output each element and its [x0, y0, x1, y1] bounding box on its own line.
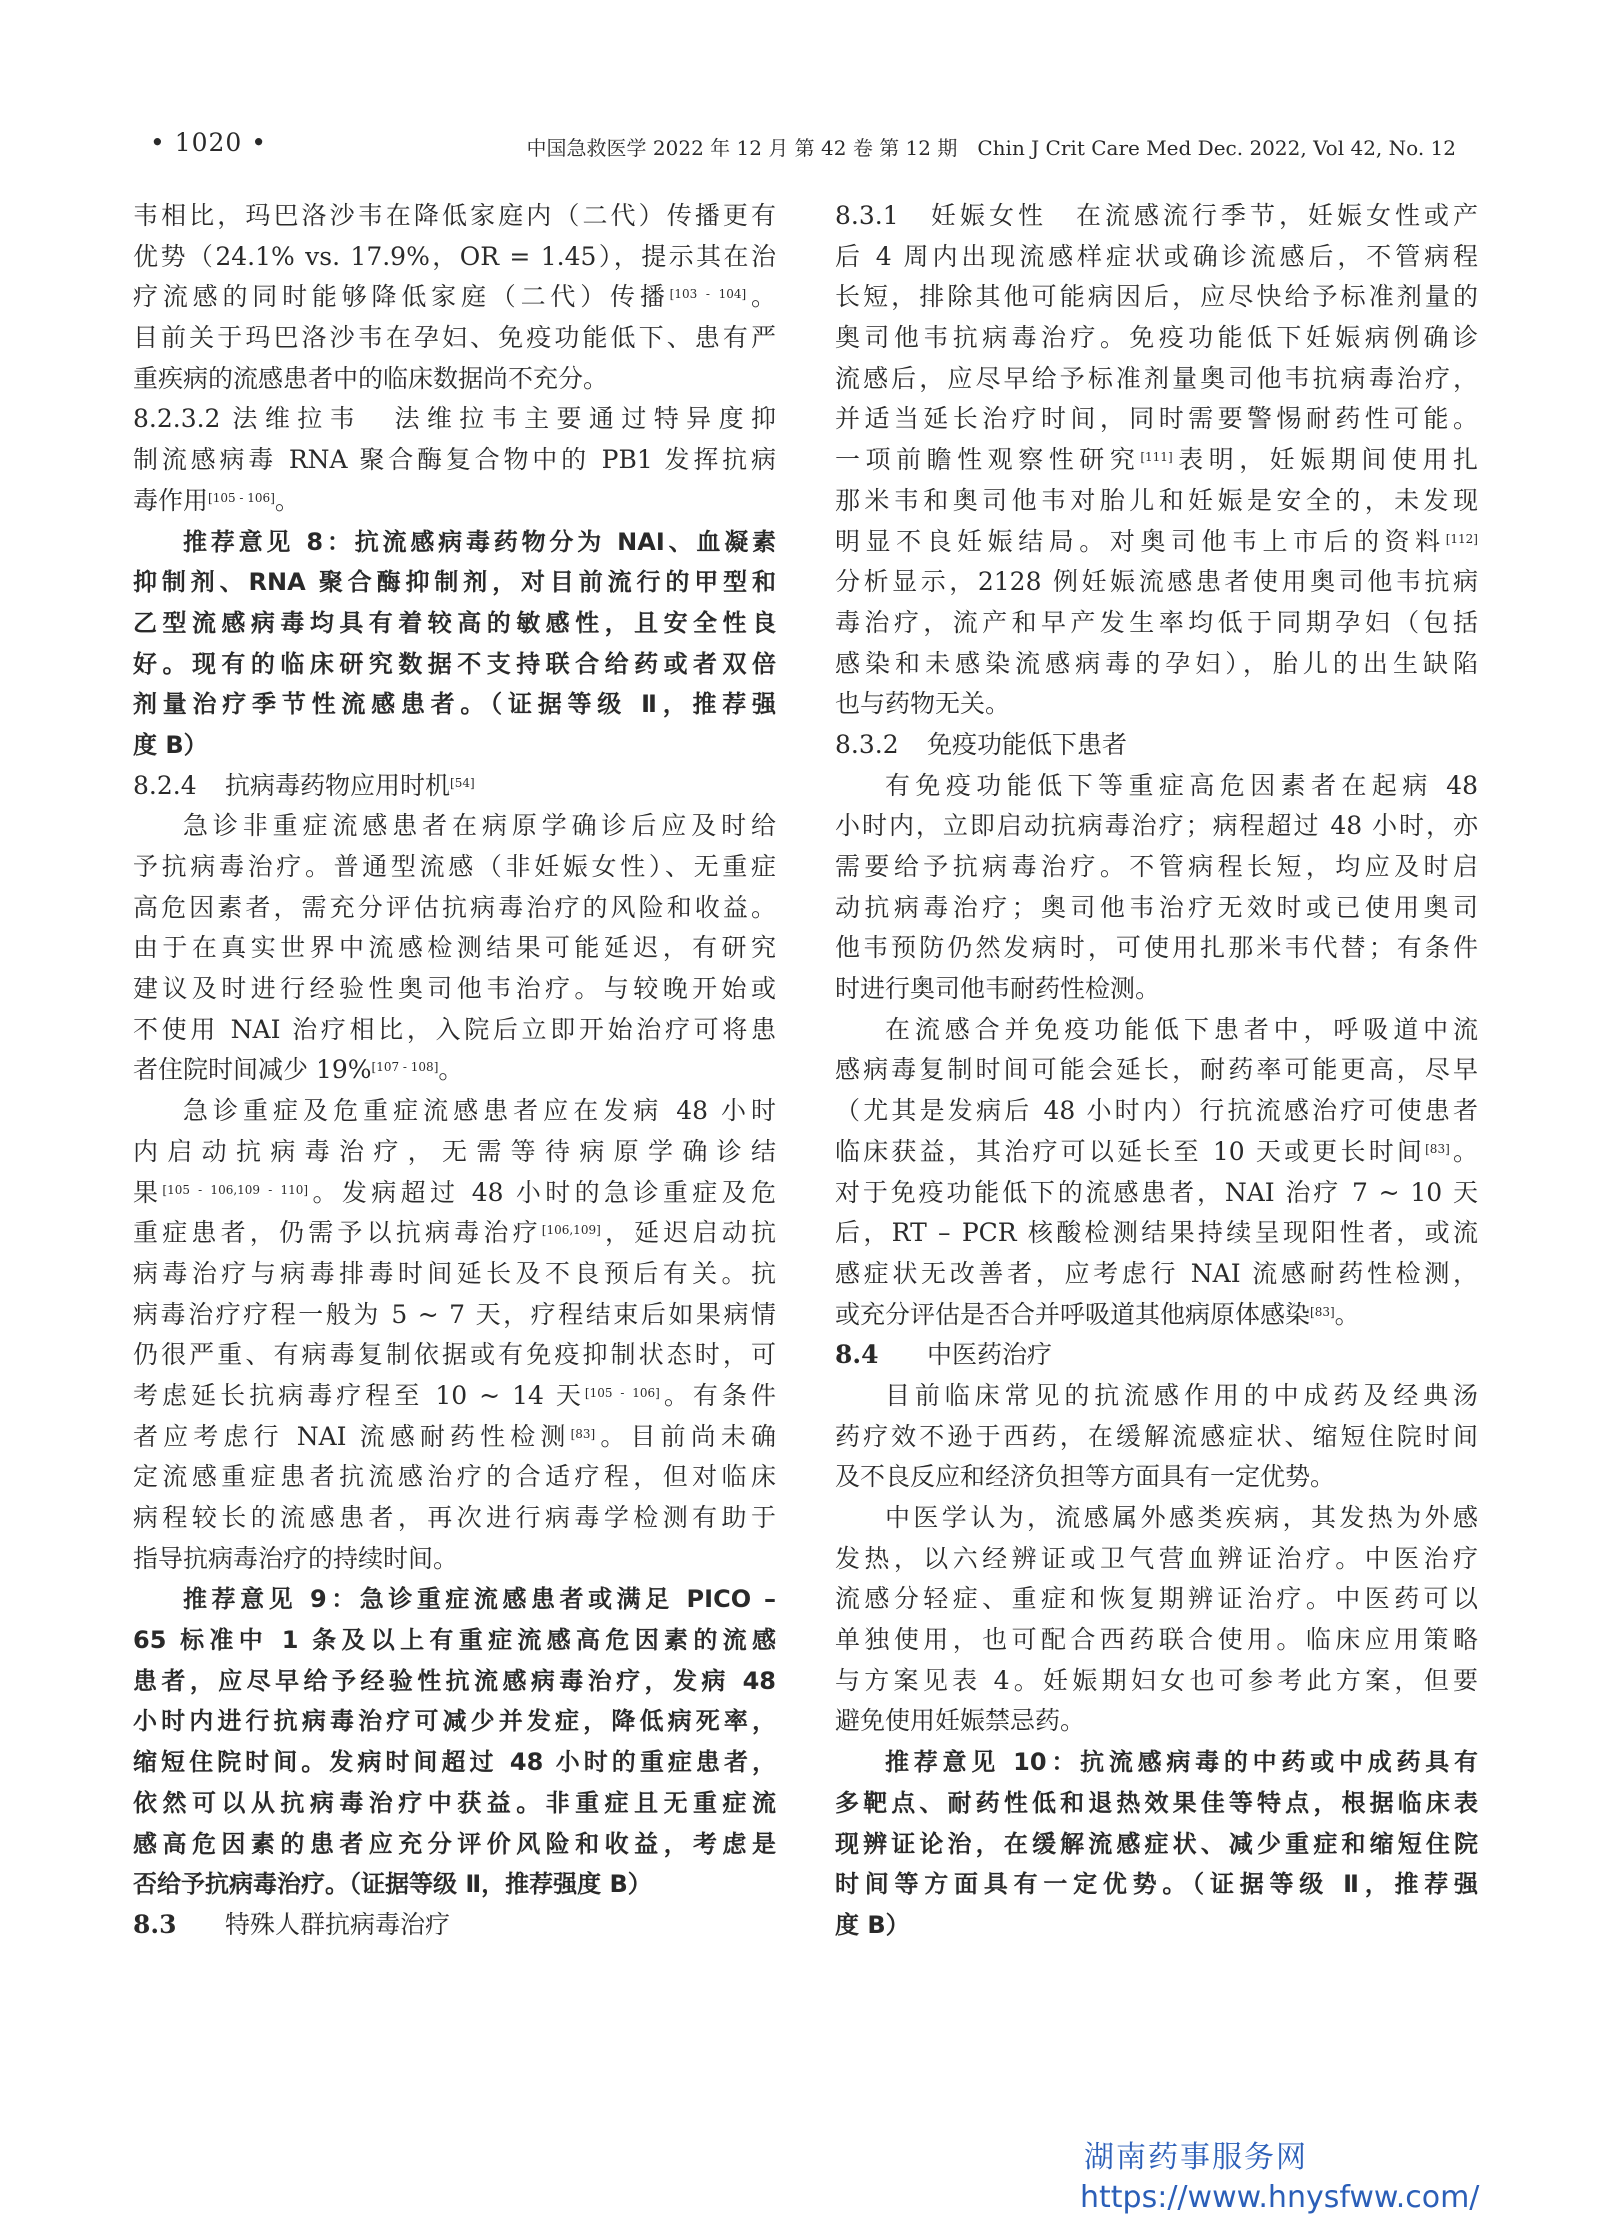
text-line — [133, 1539, 776, 1580]
line-text: 病毒治疗疗程一般为 5 ~ 7 天，疗程结束后如果病情 — [133, 1299, 776, 1329]
line-text: 时进行奥司他韦耐药性检测。 — [835, 974, 1161, 1004]
text-line — [133, 888, 776, 929]
line-text: 单独使用，也可配合西药联合使用。临床应用策略 — [835, 1625, 1478, 1655]
line-text: 疗流感的同时能够降低家庭（二代）传播 — [133, 282, 670, 312]
line-text: 时间等方面具有一定优势。（证据等级 Ⅱ，推荐强 — [835, 1870, 1478, 1899]
line-text: 药疗效不逊于西药，在缓解流感症状、缩短住院时间 — [835, 1421, 1478, 1451]
line-text: （尤其是发病后 48 小时内）行抗流感治疗可使患者 — [835, 1096, 1478, 1126]
line-text: 缩短住院时间。发病时间超过 48 小时的重症患者， — [133, 1748, 776, 1777]
line-text: 目前关于玛巴洛沙韦在孕妇、免疫功能低下、患有严 — [133, 323, 776, 353]
text-line — [835, 1173, 1478, 1214]
text-line — [835, 766, 1478, 807]
line-text: 患者，应尽早给予经验性抗流感病毒治疗，发病 48 — [133, 1666, 776, 1695]
line-text: 感高危因素的患者应充分评价风险和收益，考虑是 — [133, 1829, 776, 1858]
text-line — [133, 684, 776, 725]
line-text: 高危因素者，需充分评估抗病毒治疗的风险和收益。 — [133, 892, 776, 922]
text-line — [835, 1824, 1478, 1865]
text-line — [133, 1457, 776, 1498]
text-line — [835, 1701, 1478, 1742]
line-text: 重症患者，仍需予以抗病毒治疗 — [133, 1218, 542, 1248]
text-line — [835, 237, 1478, 278]
line-text-continued: ，延迟启动抗 — [600, 1218, 776, 1248]
line-text: 感症状无改善者，应考虑行 NAI 流感耐药性检测， — [835, 1258, 1478, 1288]
line-text: 并适当延长治疗时间，同时需要警惕耐药性可能。 — [835, 404, 1478, 434]
line-text: 避免使用妊娠禁忌药。 — [835, 1706, 1086, 1736]
text-line — [133, 1050, 776, 1091]
citation-superscript: [107 - 108] — [371, 1060, 439, 1075]
text-line — [133, 1091, 776, 1132]
text-line — [133, 1295, 776, 1336]
section-number: 8.2.3.2 — [133, 404, 221, 434]
line-text: 重疾病的流感患者中的临床数据尚不充分。 — [133, 363, 609, 393]
citation-superscript: [105 - 106] — [208, 490, 275, 505]
text-line — [835, 1620, 1478, 1661]
text-line — [835, 318, 1478, 359]
line-text: 考虑延长抗病毒疗程至 10 ~ 14 天 — [133, 1380, 585, 1410]
text-line — [835, 1376, 1478, 1417]
citation-superscript: [112] — [1445, 531, 1478, 546]
line-text: 目前临床常见的抗流感作用的中成药及经典汤 — [885, 1380, 1478, 1410]
section-number: 8.3 — [133, 1909, 177, 1939]
line-text: 推荐意见 10：抗流感病毒的中药或中成药具有 — [885, 1748, 1478, 1777]
text-line — [133, 1132, 776, 1173]
text-line — [835, 806, 1478, 847]
citation-superscript: [103 - 104] — [669, 287, 747, 302]
text-line — [133, 1701, 776, 1742]
line-text: 好。现有的临床研究数据不支持联合给药或者双倍 — [133, 649, 776, 678]
text-line — [133, 440, 776, 481]
citation-superscript: [105 - 106,109 - 110] — [162, 1182, 309, 1197]
line-text: 临床获益，其治疗可以延长至 10 天或更长时间 — [835, 1136, 1426, 1166]
text-line — [133, 928, 776, 969]
text-line — [133, 1335, 776, 1376]
section-heading — [133, 399, 776, 440]
text-line — [133, 1824, 776, 1865]
text-line — [133, 1254, 776, 1295]
line-text: 长短，排除其他可能病因后，应尽快给予标准剂量的 — [835, 282, 1478, 312]
section-heading — [835, 196, 1478, 237]
running-head: 中国急救医学 2022 年 12 月 第 42 卷 第 12 期 Chin J Crit Care Med Dec. 2022, Vol 42, No. 12 — [526, 136, 1456, 160]
line-text: 或充分评估是否合并呼吸道其他病原体感染 — [835, 1299, 1311, 1329]
line-text-continued: 。 — [1334, 1299, 1360, 1329]
citation-superscript: [83] — [1425, 1141, 1450, 1156]
text-line — [133, 277, 776, 318]
text-line — [835, 847, 1478, 888]
text-line — [133, 522, 776, 563]
line-text-continued: 。目前尚未确 — [595, 1421, 776, 1451]
text-line — [835, 888, 1478, 929]
text-line — [133, 1417, 776, 1458]
line-text-continued: 。发病超过 48 小时的急诊重症及危 — [308, 1177, 776, 1207]
text-line — [835, 969, 1478, 1010]
line-text: 指导抗病毒治疗的持续时间。 — [133, 1543, 459, 1573]
line-text: 内启动抗病毒治疗，无需等待病原学确诊结 — [133, 1136, 776, 1166]
text-line — [133, 644, 776, 685]
line-text: 制流感病毒 RNA 聚合酶复合物中的 PB1 发挥抗病 — [133, 445, 776, 475]
text-line — [835, 522, 1478, 563]
line-text: 在流感合并免疫功能低下患者中，呼吸道中流 — [885, 1014, 1478, 1044]
line-text-continued: 。 — [274, 485, 300, 515]
text-line — [133, 1620, 776, 1661]
text-line — [133, 1742, 776, 1783]
text-line — [835, 1010, 1478, 1051]
citation-superscript: [105 - 106] — [584, 1385, 660, 1400]
text-line — [835, 684, 1478, 725]
line-text: 推荐意见 8：抗流感病毒药物分为 NAI、血凝素 — [183, 527, 776, 556]
line-text: 需要给予抗病毒治疗。不管病程长短，均应及时启 — [835, 852, 1478, 881]
text-line — [133, 847, 776, 888]
line-text: 抑制剂、RNA 聚合酶抑制剂，对目前流行的甲型和 — [133, 568, 776, 597]
line-text: 果 — [133, 1177, 163, 1207]
line-text: 建议及时进行经验性奥司他韦治疗。与较晚开始或 — [133, 974, 776, 1004]
line-text: 中医学认为，流感属外感类疾病，其发热为外感 — [885, 1503, 1478, 1532]
line-text: 感病毒复制时间可能会延长，耐药率可能更高，尽早 — [835, 1055, 1478, 1085]
line-text: 依然可以从抗病毒治疗中获益。非重症且无重症流 — [133, 1788, 776, 1817]
text-line — [133, 237, 776, 278]
line-text-continued: 表明，妊娠期间使用扎 — [1172, 445, 1478, 475]
text-line — [835, 481, 1478, 522]
line-text: 小时内，立即启动抗病毒治疗；病程超过 48 小时，亦 — [835, 811, 1478, 841]
citation-superscript: [106,109] — [541, 1223, 601, 1238]
text-line — [835, 644, 1478, 685]
line-text: 后，RT – PCR 核酸检测结果持续呈现阳性者，或流 — [835, 1218, 1478, 1248]
section-number: 8.3.1 — [835, 201, 899, 230]
section-heading — [133, 1905, 776, 1946]
text-line — [133, 1783, 776, 1824]
line-text: 病毒治疗与病毒排毒时间延长及不良预后有关。抗 — [133, 1258, 776, 1288]
line-text: 急诊非重症流感患者在病原学确诊后应及时给 — [183, 811, 776, 841]
line-text: 奥司他韦抗病毒治疗。免疫功能低下妊娠病例确诊 — [835, 323, 1478, 353]
line-text: 度 B） — [133, 730, 208, 759]
text-line — [835, 1295, 1478, 1336]
text-line — [835, 1742, 1478, 1783]
text-line — [835, 1783, 1478, 1824]
line-text: 剂量治疗季节性流感患者。（证据等级 Ⅱ，推荐强 — [133, 690, 776, 719]
text-line — [835, 1417, 1478, 1458]
line-text: 者应考虑行 NAI 流感耐药性检测 — [133, 1421, 571, 1451]
line-text: 对于免疫功能低下的流感患者，NAI 治疗 7 ~ 10 天 — [835, 1177, 1478, 1207]
text-line — [835, 399, 1478, 440]
text-line — [133, 1498, 776, 1539]
line-text: 度 B） — [835, 1910, 910, 1939]
text-line — [133, 1579, 776, 1620]
text-line — [835, 1091, 1478, 1132]
page-header — [0, 128, 1606, 168]
line-text: 免疫功能低下患者 — [927, 729, 1128, 759]
text-line — [133, 969, 776, 1010]
line-text: 乙型流感病毒均具有着较高的敏感性，且安全性良 — [133, 608, 776, 637]
text-line — [835, 1905, 1478, 1946]
line-text: 感染和未感染流感病毒的孕妇），胎儿的出生缺陷 — [835, 648, 1478, 678]
text-line — [835, 562, 1478, 603]
text-line — [133, 359, 776, 400]
text-line — [133, 481, 776, 522]
line-text: 病程较长的流感患者，再次进行病毒学检测有助于 — [133, 1503, 776, 1532]
text-line — [133, 806, 776, 847]
line-text: 韦相比，玛巴洛沙韦在降低家庭内（二代）传播更有 — [133, 201, 776, 230]
line-text: 也与药物无关。 — [835, 689, 1011, 719]
line-text: 与方案见表 4。妊娠期妇女也可参考此方案，但要 — [835, 1665, 1478, 1695]
section-number: 8.2.4 — [133, 770, 197, 800]
text-line — [133, 196, 776, 237]
text-line — [133, 1213, 776, 1254]
line-text: 及不良反应和经济负担等方面具有一定优势。 — [835, 1462, 1336, 1492]
line-text: 动抗病毒治疗；奥司他韦治疗无效时或已使用奥司 — [835, 892, 1478, 922]
line-text: 有免疫功能低下等重症高危因素者在起病 48 — [885, 770, 1478, 800]
text-line — [835, 1864, 1478, 1905]
text-line — [133, 1661, 776, 1702]
text-line — [835, 1213, 1478, 1254]
text-line — [835, 359, 1478, 400]
citation-superscript: [83] — [570, 1426, 596, 1441]
line-text-continued: 。 — [746, 282, 776, 312]
line-text-continued: 。 — [1449, 1136, 1478, 1166]
text-line — [835, 1132, 1478, 1173]
text-line — [835, 277, 1478, 318]
line-text: 法维拉韦 法维拉韦主要通过特异度抑 — [225, 404, 776, 434]
line-text: 毒作用 — [133, 485, 209, 515]
text-line — [835, 1050, 1478, 1091]
line-text: 推荐意见 9：急诊重症流感患者或满足 PICO – — [183, 1585, 776, 1614]
section-number: 8.3.2 — [835, 729, 899, 759]
line-text: 急诊重症及危重症流感患者应在发病 48 小时 — [183, 1096, 776, 1126]
line-text: 一项前瞻性观察性研究 — [835, 445, 1141, 475]
section-heading — [835, 725, 1478, 766]
text-line — [835, 1457, 1478, 1498]
text-line — [835, 1539, 1478, 1580]
citation-superscript: [83] — [1310, 1304, 1335, 1319]
line-text: 抗病毒药物应用时机 — [225, 770, 451, 800]
line-text: 定流感重症患者抗流感治疗的合适疗程，但对临床 — [133, 1462, 776, 1492]
line-text: 妊娠女性 在流感流行季节，妊娠女性或产 — [927, 201, 1478, 230]
watermark-site-name: 湖南药事服务网 — [1084, 2140, 1308, 2175]
line-text: 特殊人群抗病毒治疗 — [225, 1909, 451, 1939]
line-text: 发热，以六经辨证或卫气营血辨证治疗。中医治疗 — [835, 1543, 1478, 1573]
line-text: 仍很严重、有病毒复制依据或有免疫抑制状态时，可 — [133, 1340, 776, 1370]
line-text: 者住院时间减少 19% — [133, 1055, 372, 1085]
line-text: 他韦预防仍然发病时，可使用扎那米韦代替；有条件 — [835, 933, 1478, 963]
line-text: 那米韦和奥司他韦对胎儿和妊娠是安全的，未发现 — [835, 485, 1478, 515]
section-number: 8.4 — [835, 1340, 879, 1370]
text-line — [133, 318, 776, 359]
watermark — [1080, 2138, 1500, 2218]
line-text: 毒治疗，流产和早产发生率均低于同期孕妇（包括 — [835, 607, 1478, 637]
text-line — [133, 1864, 776, 1905]
text-line — [133, 1010, 776, 1051]
section-heading — [835, 1335, 1478, 1376]
citation-superscript: [111] — [1140, 450, 1173, 465]
line-text: 优势（24.1% vs. 17.9%，OR = 1.45），提示其在治 — [133, 241, 776, 271]
text-line — [133, 603, 776, 644]
text-line — [133, 562, 776, 603]
line-text: 明显不良妊娠结局。对奥司他韦上市后的资料 — [835, 526, 1446, 556]
line-text: 现辨证论治，在缓解流感症状、减少重症和缩短住院 — [835, 1829, 1478, 1858]
right-column — [835, 196, 1478, 1946]
text-line — [835, 1254, 1478, 1295]
line-text: 中医药治疗 — [927, 1340, 1053, 1370]
section-heading — [133, 766, 776, 807]
left-column — [133, 196, 776, 1946]
line-text-continued: 。有条件 — [659, 1380, 776, 1410]
line-text: 后 4 周内出现流感样症状或确诊流感后，不管病程 — [835, 241, 1478, 271]
line-text-continued: 。 — [438, 1055, 464, 1085]
text-line — [835, 928, 1478, 969]
watermark-url: https://www.hnysfww.com/ — [1080, 2180, 1480, 2215]
page-number: • 1020 • — [150, 128, 268, 157]
line-text: 流感分轻症、重症和恢复期辨证治疗。中医药可以 — [835, 1584, 1478, 1614]
line-text: 分析显示，2128 例妊娠流感患者使用奥司他韦抗病 — [835, 567, 1478, 597]
text-line — [835, 1579, 1478, 1620]
text-line — [133, 1173, 776, 1214]
line-text: 流感后，应尽早给予标准剂量奥司他韦抗病毒治疗， — [835, 363, 1478, 393]
line-text: 由于在真实世界中流感检测结果可能延迟，有研究 — [133, 933, 776, 963]
line-text: 65 标准中 1 条及以上有重症流感高危因素的流感 — [133, 1626, 776, 1655]
line-text: 否给予抗病毒治疗。（证据等级 Ⅱ，推荐强度 B） — [133, 1870, 652, 1899]
text-line — [133, 725, 776, 766]
text-line — [835, 1498, 1478, 1539]
line-text: 小时内进行抗病毒治疗可减少并发症，降低病死率， — [133, 1707, 776, 1736]
text-line — [133, 1376, 776, 1417]
text-line — [835, 1661, 1478, 1702]
line-text: 予抗病毒治疗。普通型流感（非妊娠女性）、无重症 — [133, 852, 776, 881]
text-line — [835, 603, 1478, 644]
line-text: 不使用 NAI 治疗相比，入院后立即开始治疗可将患 — [133, 1014, 776, 1044]
citation-superscript: [54] — [450, 775, 475, 790]
line-text: 多靶点、耐药性低和退热效果佳等特点，根据临床表 — [835, 1788, 1478, 1817]
text-line — [835, 440, 1478, 481]
